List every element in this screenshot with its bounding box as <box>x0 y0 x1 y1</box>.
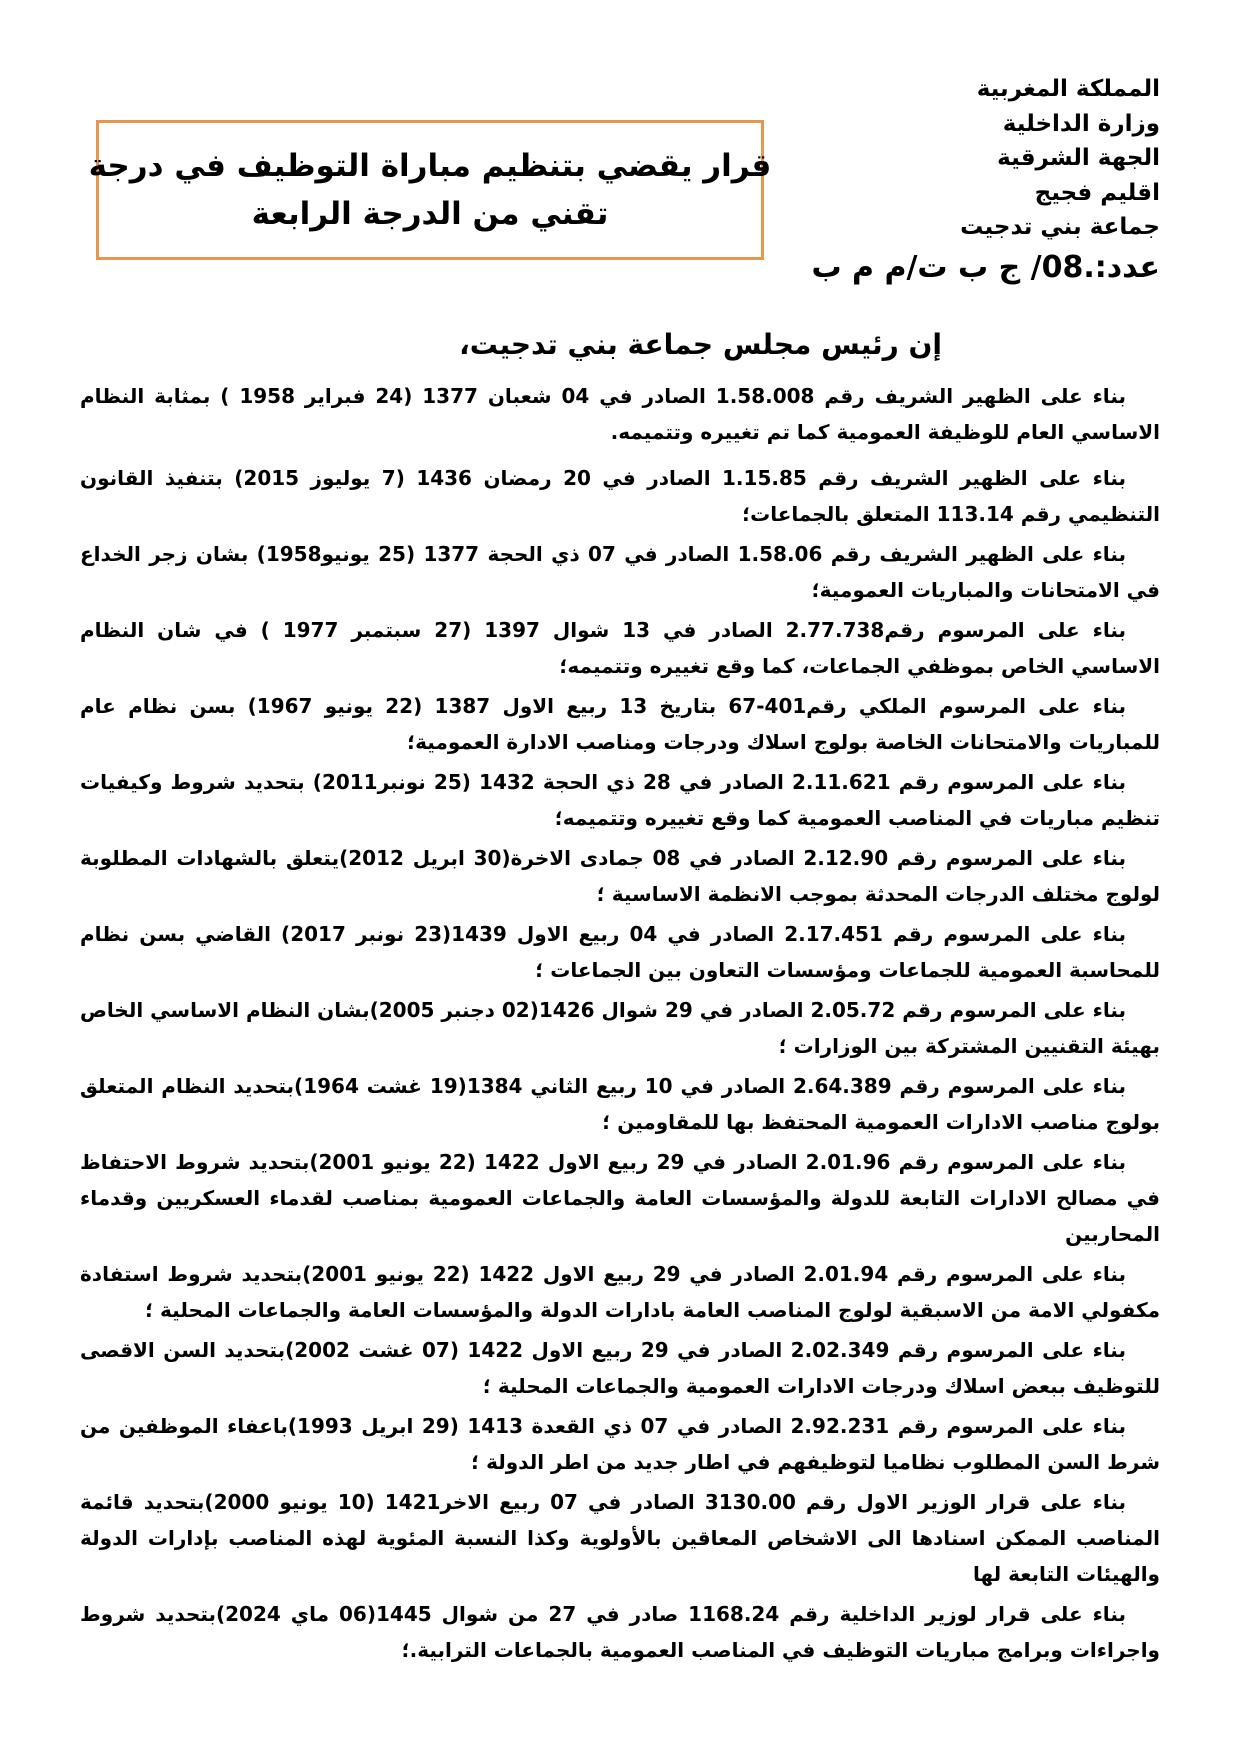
header-ministry: وزارة الداخلية <box>1002 110 1160 137</box>
reference-number: عدد:.08/ ج ب ت/م م ب <box>811 250 1160 285</box>
header-kingdom: المملكة المغربية <box>976 76 1160 102</box>
legal-basis-paragraph: بناء على المرسوم رقم 2.17.451 الصادر في 04 ربيع الاول 1439(23 نونبر 2017) القاضي بسن نظام للمحاسبة العمومية للجماعات ومؤسسات التعاون بين الجماعات ؛ <box>80 922 1160 982</box>
decree-title-box <box>88 120 772 260</box>
legal-basis-paragraph: بناء على المرسوم رقم 2.64.389 الصادر في 10 ربيع الثاني 1384(19 غشت 1964)بتحديد النظام المتعلق بولوج مناصب الادارات العمومية المحتفظ بها للمقاومين ؛ <box>80 1074 1160 1134</box>
legal-basis-paragraph: بناء على قرار الوزير الاول رقم 3130.00 الصادر في 07 ربيع الاخر1421 (10 يونيو 2000)بتحديد قائمة المناصب الممكن اسنادها الى الاشخاص المعاقين بالأولوية وكذا النسبة المئوية لهذه المناصب بإدارات الدولة والهيئات التابعة لها <box>80 1490 1160 1586</box>
legal-basis-paragraph: بناء على قرار لوزير الداخلية رقم 1168.24 صادر في 27 من شوال 1445(06 ماي 2024)بتحديد شروط واجراءات وبرامج مباريات التوظيف في المناصب العمومية بالجماعات الترابية.؛ <box>80 1602 1160 1662</box>
title-line-1: قرار يقضي بتنظيم مباراة التوظيف في درجة <box>88 148 772 184</box>
legal-basis-paragraph: بناء على الظهير الشريف رقم 1.58.06 الصادر في 07 ذي الحجة 1377 (25 يونيو1958) بشان زجر الخداع في الامتحانات والمباريات العمومية؛ <box>80 542 1160 602</box>
legal-basis-paragraph: بناء على الظهير الشريف رقم 1.15.85 الصادر في 20 رمضان 1436 (7 يوليوز 2015) بتنفيذ القانون التنظيمي رقم 113.14 المتعلق بالجماعات؛ <box>80 466 1160 526</box>
legal-basis-list <box>80 378 1160 1672</box>
header-region: الجهة الشرقية <box>997 145 1160 171</box>
legal-basis-paragraph: بناء على المرسوم رقم 2.11.621 الصادر في 28 ذي الحجة 1432 (25 نونبر2011) بتحديد شروط وكيفيات تنظيم مباريات في المناصب العمومية كما وقع تغييره وتتميمه؛ <box>80 770 1160 830</box>
president-statement: إن رئيس مجلس جماعة بني تدجيت، <box>459 328 942 361</box>
title-line-2: تقني من الدرجة الرابعة <box>251 196 609 232</box>
legal-basis-paragraph: بناء على المرسوم رقم 2.92.231 الصادر في 07 ذي القعدة 1413 (29 ابريل 1993)باعفاء الموظفين من شرط السن المطلوب نظاميا لتوظيفهم في اطار جديد من اطر الدولة ؛ <box>80 1414 1160 1474</box>
legal-basis-paragraph: بناء على المرسوم رقم 2.01.96 الصادر في 29 ربيع الاول 1422 (22 يونيو 2001)بتحديد شروط الاحتفاظ في مصالح الادارات التابعة للدولة والمؤسسات العامة والجماعات العمومية بمناصب لقدماء العسكريين وقدماء المحاربين <box>80 1150 1160 1246</box>
header-commune: جماعة بني تدجيت <box>960 214 1160 240</box>
legal-basis-paragraph: بناء على المرسوم رقم 2.01.94 الصادر في 29 ربيع الاول 1422 (22 يونيو 2001)بتحديد شروط استفادة مكفولي الامة من الاسبقية لولوج المناصب العامة بادارات الدولة والمؤسسات العامة والجماعات المحلية ؛ <box>80 1262 1160 1322</box>
header-province: اقليم فجيج <box>1034 179 1160 206</box>
issuer-header <box>860 72 1160 245</box>
legal-basis-paragraph: بناء على المرسوم الملكي رقم401-67 بتاريخ 13 ربيع الاول 1387 (22 يونيو 1967) بسن نظام عام للمباريات والامتحانات الخاصة بولوج اسلاك ودرجات ومناصب الادارة العمومية؛ <box>80 694 1160 754</box>
legal-basis-paragraph: بناء على المرسوم رقم 2.05.72 الصادر في 29 شوال 1426(02 دجنبر 2005)بشان النظام الاساسي الخاص بهيئة التقنيين المشتركة بين الوزارات ؛ <box>80 998 1160 1058</box>
legal-basis-paragraph: بناء على الظهير الشريف رقم 1.58.008 الصادر في 04 شعبان 1377 (24 فبراير 1958 ) بمثابة النظام الاساسي العام للوظيفة العمومية كما تم تغييره وتتميمه. <box>80 384 1160 444</box>
legal-basis-paragraph: بناء على المرسوم رقم 2.12.90 الصادر في 08 جمادى الاخرة(30 ابريل 2012)يتعلق بالشهادات المطلوبة لولوج مختلف الدرجات المحدثة بموجب الانظمة الاساسية ؛ <box>80 846 1160 906</box>
legal-basis-paragraph: بناء على المرسوم رقم2.77.738 الصادر في 13 شوال 1397 (27 سبتمبر 1977 ) في شان النظام الاساسي الخاص بموظفي الجماعات، كما وقع تغييره وتتميمه؛ <box>80 618 1160 678</box>
legal-basis-paragraph: بناء على المرسوم رقم 2.02.349 الصادر في 29 ربيع الاول 1422 (07 غشت 2002)بتحديد السن الاقصى للتوظيف ببعض اسلاك ودرجات الادارات العمومية والجماعات المحلية ؛ <box>80 1338 1160 1398</box>
